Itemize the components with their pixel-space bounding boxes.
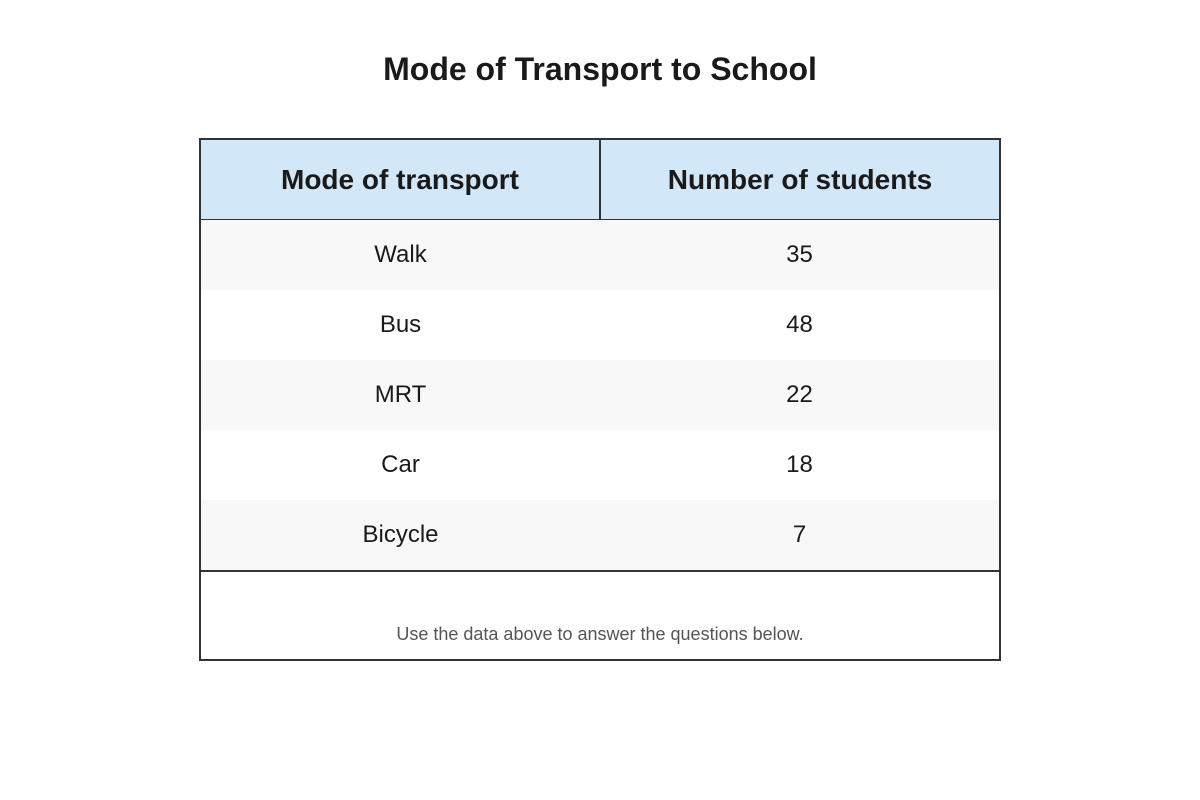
cell-mode: MRT	[374, 381, 427, 408]
cell-mode: Bicycle	[362, 521, 439, 548]
cell-students: 48	[786, 311, 813, 338]
cell-mode: Walk	[374, 241, 427, 268]
column-header-mode: Mode of transport	[281, 163, 519, 195]
table-row	[201, 290, 999, 360]
table-row	[201, 430, 999, 500]
cell-students: 35	[786, 241, 813, 268]
table-row	[201, 220, 999, 290]
cell-students: 7	[792, 521, 807, 548]
table-body	[201, 220, 999, 570]
table-header-row	[201, 140, 999, 220]
cell-mode: Car	[381, 451, 420, 478]
data-table	[199, 138, 1001, 661]
cell-students: 22	[786, 381, 813, 408]
cell-mode: Bus	[379, 311, 422, 338]
column-header-students: Number of students	[599, 140, 999, 219]
page-title: Mode of Transport to School	[383, 51, 817, 87]
cell-students: 18	[786, 451, 813, 478]
table-row	[201, 500, 999, 570]
table-row	[201, 360, 999, 430]
footer-note: Use the data above to answer the questions below.	[201, 570, 999, 659]
